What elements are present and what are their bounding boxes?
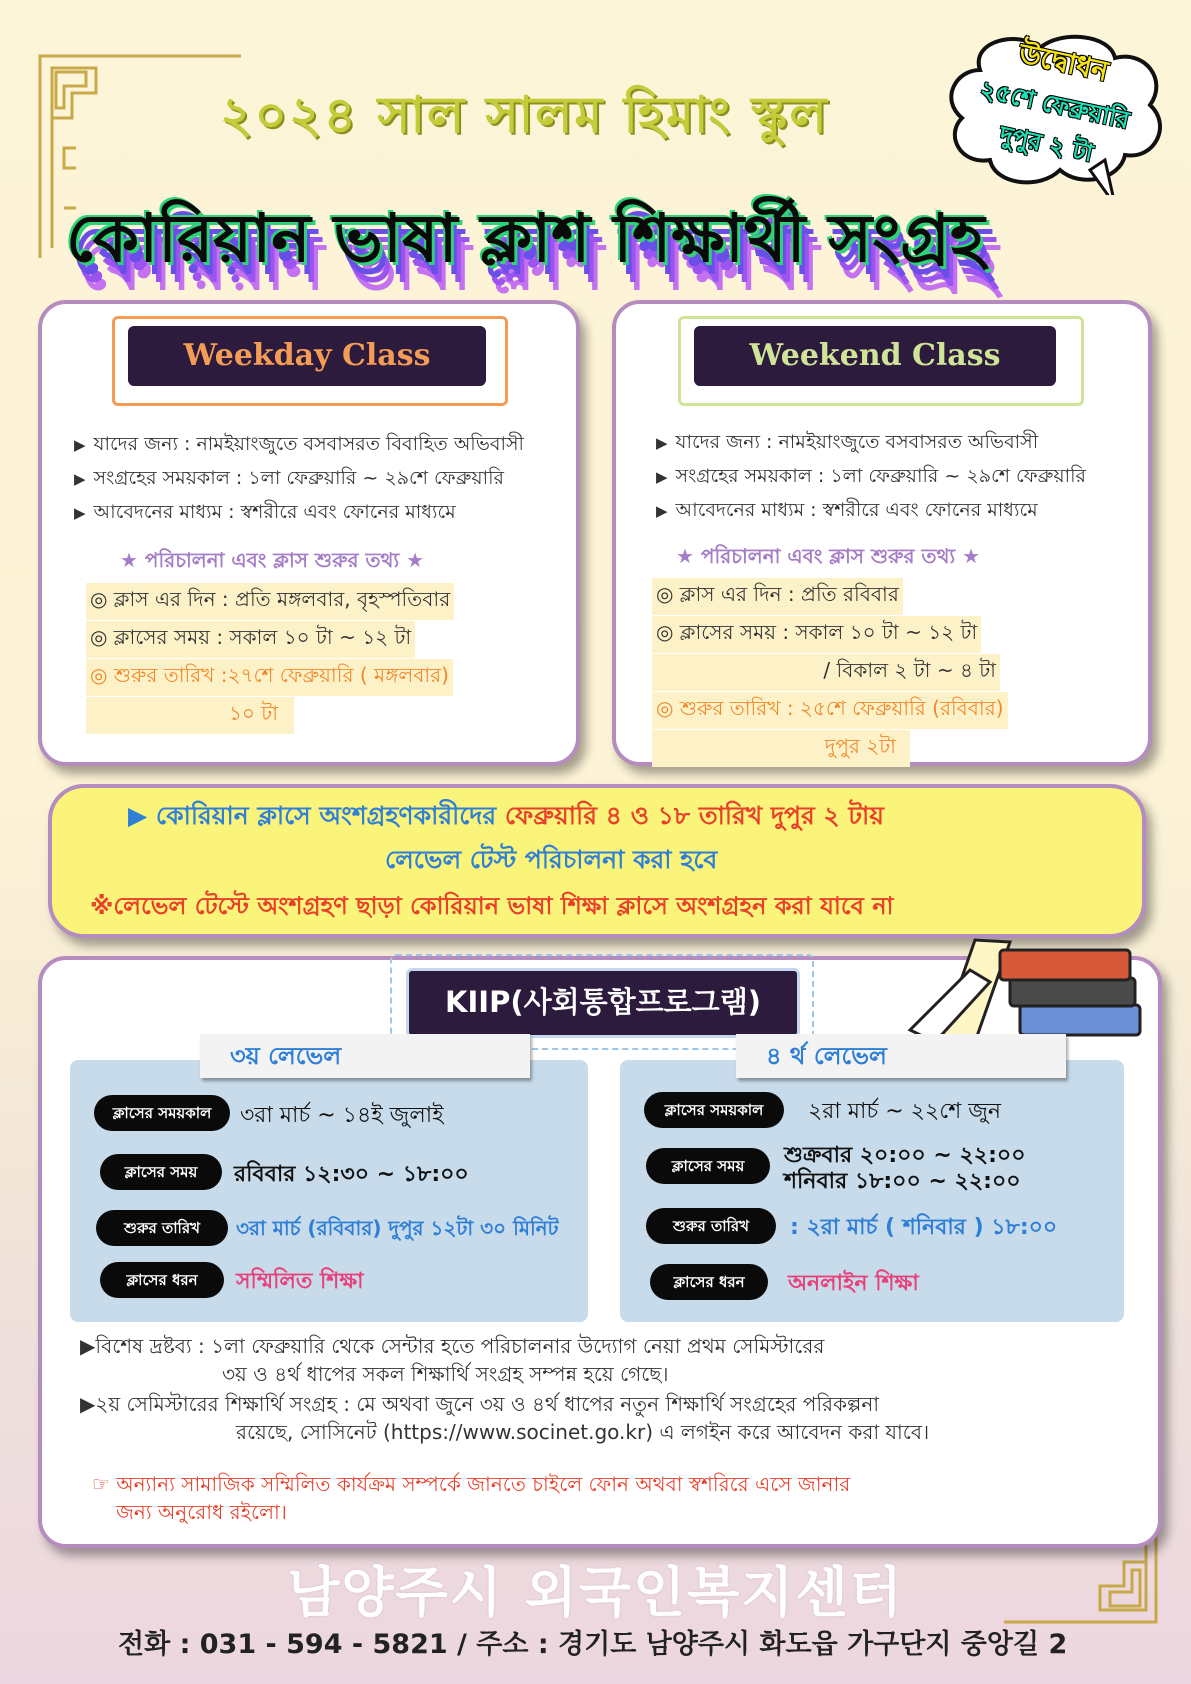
level4-time-label: ক্লাসের সময় xyxy=(646,1148,770,1184)
weekend-start: ◎ শুরুর তারিখ : ২৫শে ফেব্রুয়ারি (রবিবার) xyxy=(652,692,1008,729)
level4-period: ২রা মার্চ ~ ২২শে জুন xyxy=(808,1099,1002,1124)
special-note-line1: ▶বিশেষ দ্রষ্টব্য : ১লা ফেব্রুয়ারি থেকে সেন্টার হতে পরিচালনার উদ্যোগ নেয়া প্রথম সেমিস্টারের xyxy=(80,1334,825,1358)
level3-type-label: ক্লাসের ধরন xyxy=(100,1262,224,1298)
level3-time-label: ক্লাসের সময় xyxy=(100,1154,222,1190)
weekday-days: ◎ ক্লাস এর দিন : প্রতি মঙ্গলবার, বৃহস্পতিবার xyxy=(86,583,454,620)
level4-period-label: ক্লাসের সময়কাল xyxy=(644,1092,784,1128)
other-programs-line1: ☞ অন্যান্য সামাজিক সম্মিলিত কার্যক্রম সম্পর্কে জানতে চাইলে ফোন অথবা স্বশরিরে এসে জানার xyxy=(92,1472,851,1496)
other-programs-line2: জন্য অনুরোধ রইলো। xyxy=(116,1500,287,1524)
triangle-bullet-icon: ▶ xyxy=(74,504,86,522)
level3-period-label: ক্লাসের সময়কাল xyxy=(94,1095,230,1131)
weekday-target: ▶ যাদের জন্য : নামইয়াংজুতে বসবাসরত বিবাহিত অভিবাসী xyxy=(74,433,524,455)
level4-type-label: ক্লাসের ধরন xyxy=(650,1264,768,1300)
level3-time: রবিবার ১২:৩০ ~ ১৮:০০ xyxy=(234,1162,469,1187)
notice-line2: লেভেল টেস্ট পরিচালনা করা হবে xyxy=(385,845,718,874)
notice-line1: ▶ কোরিয়ান ক্লাসে অংশগ্রহণকারীদের ফেব্রুয়ারি ৪ ও ১৮ তারিখ দুপুর ২ টায় xyxy=(128,801,884,830)
center-name: 남양주시 외국인복지센터 xyxy=(287,1561,904,1624)
level3-start: ৩রা মার্চ (রবিবার) দুপুর ১২টা ৩০ মিনিট xyxy=(236,1216,559,1240)
level3-start-label: শুরুর তারিখ xyxy=(96,1210,228,1246)
opening-time: দুপুর ২ টা xyxy=(997,120,1096,168)
second-semester-line1: ▶২য় সেমিস্টারের শিক্ষার্থি সংগ্রহ : মে অথবা জুনে ৩য় ও ৪র্থ ধাপের নতুন শিক্ষার্থি সংগ্রহের পরিকল্পনা xyxy=(80,1392,880,1416)
weekend-days: ◎ ক্লাস এর দিন : প্রতি রবিবার xyxy=(652,578,903,615)
books-icon xyxy=(900,930,1150,1050)
triangle-bullet-icon: ▶ xyxy=(74,436,86,454)
triangle-bullet-icon: ▶ xyxy=(74,470,86,488)
weekend-time: ◎ ক্লাসের সময় : সকাল ১০ টা ~ ১২ টা xyxy=(652,616,981,653)
page-title: কোরিয়ান ভাষা ক্লাশ শিক্ষার্থী সংগ্রহ xyxy=(66,200,985,277)
level4-ribbon: ৪ র্থ লেভেল xyxy=(736,1034,1066,1078)
level4-time2: শনিবার ১৮:০০ ~ ২২:০০ xyxy=(784,1169,1021,1194)
school-subtitle: ২০২৪ সাল সালম হিমাং স্কুল xyxy=(220,86,829,144)
level4-type: অনলাইন শিক্ষা xyxy=(788,1271,919,1296)
level3-ribbon: ৩য় লেভেল xyxy=(200,1034,530,1078)
level4-start: : ২রা মার্চ ( শনিবার ) ১৮:০০ xyxy=(790,1215,1058,1240)
weekend-method: ▶ আবেদনের মাধ্যম : স্বশরীরে এবং ফোনের মাধ্যমে xyxy=(656,499,1038,521)
weekday-heading: Weekday Class xyxy=(128,326,486,386)
notice-line3: ※লেভেল টেস্টে অংশগ্রহণ ছাড়া কোরিয়ান ভাষা শিক্ষা ক্লাসে অংশগ্রহন করা যাবে না xyxy=(90,892,894,920)
weekday-info-heading: ★ পরিচালনা এবং ক্লাস শুরুর তথ্য ★ xyxy=(120,548,425,572)
level3-type: সম্মিলিত শিক্ষা xyxy=(236,1269,364,1294)
opening-label: উদ্বোধন xyxy=(1016,36,1112,88)
weekend-time2: / বিকাল ২ টা ~ ৪ টা xyxy=(652,654,1000,691)
weekend-heading: Weekend Class xyxy=(694,326,1056,386)
weekend-info-heading: ★ পরিচালনা এবং ক্লাস শুরুর তথ্য ★ xyxy=(676,544,981,568)
triangle-bullet-icon: ▶ xyxy=(656,434,668,452)
level4-start-label: শুরুর তারিখ xyxy=(646,1208,776,1244)
weekend-start-time: দুপুর ২টা xyxy=(652,730,910,767)
level3-period: ৩রা মার্চ ~ ১৪ই জুলাই xyxy=(240,1103,444,1128)
level4-time1: শুক্রবার ২০:০০ ~ ২২:০০ xyxy=(784,1143,1026,1168)
triangle-bullet-icon: ▶ xyxy=(656,502,668,520)
weekday-method: ▶ আবেদনের মাধ্যম : স্বশরীরে এবং ফোনের মাধ্যমে xyxy=(74,501,456,523)
weekday-start: ◎ শুরুর তারিখ :২৭শে ফেব্রুয়ারি ( মঙ্গলবার) xyxy=(86,659,453,696)
weekday-period: ▶ সংগ্রহের সময়কাল : ১লা ফেব্রুয়ারি ~ ২৯শে ফেব্রুয়ারি xyxy=(74,467,504,489)
weekend-period: ▶ সংগ্রহের সময়কাল : ১লা ফেব্রুয়ারি ~ ২৯শে ফেব্রুয়ারি xyxy=(656,465,1086,487)
opening-date: ২৫শে ফেব্রুয়ারি xyxy=(977,75,1132,135)
special-note-line2: ৩য় ও ৪র্থ ধাপের সকল শিক্ষার্থি সংগ্রহ সম্পন্ন হয়ে গেছে। xyxy=(222,1362,669,1386)
kiip-heading: KIIP(사회통합프로그램) xyxy=(406,968,800,1038)
weekday-time: ◎ ক্লাসের সময় : সকাল ১০ টা ~ ১২ টা xyxy=(86,621,415,658)
second-semester-line2: রয়েছে, সোসিনেট (https://www.socinet.go.kr) এ লগইন করে আবেদন করা যাবে। xyxy=(236,1420,930,1444)
triangle-bullet-icon: ▶ xyxy=(656,468,668,486)
weekend-target: ▶ যাদের জন্য : নামইয়াংজুতে বসবাসরত অভিবাসী xyxy=(656,431,1039,453)
contact-info: 전화 : 031 - 594 - 5821 / 주소 : 경기도 남양주시 화도읍 가구단지 중앙길 2 xyxy=(118,1629,1068,1660)
weekday-start-time: ১০ টা xyxy=(86,697,294,734)
